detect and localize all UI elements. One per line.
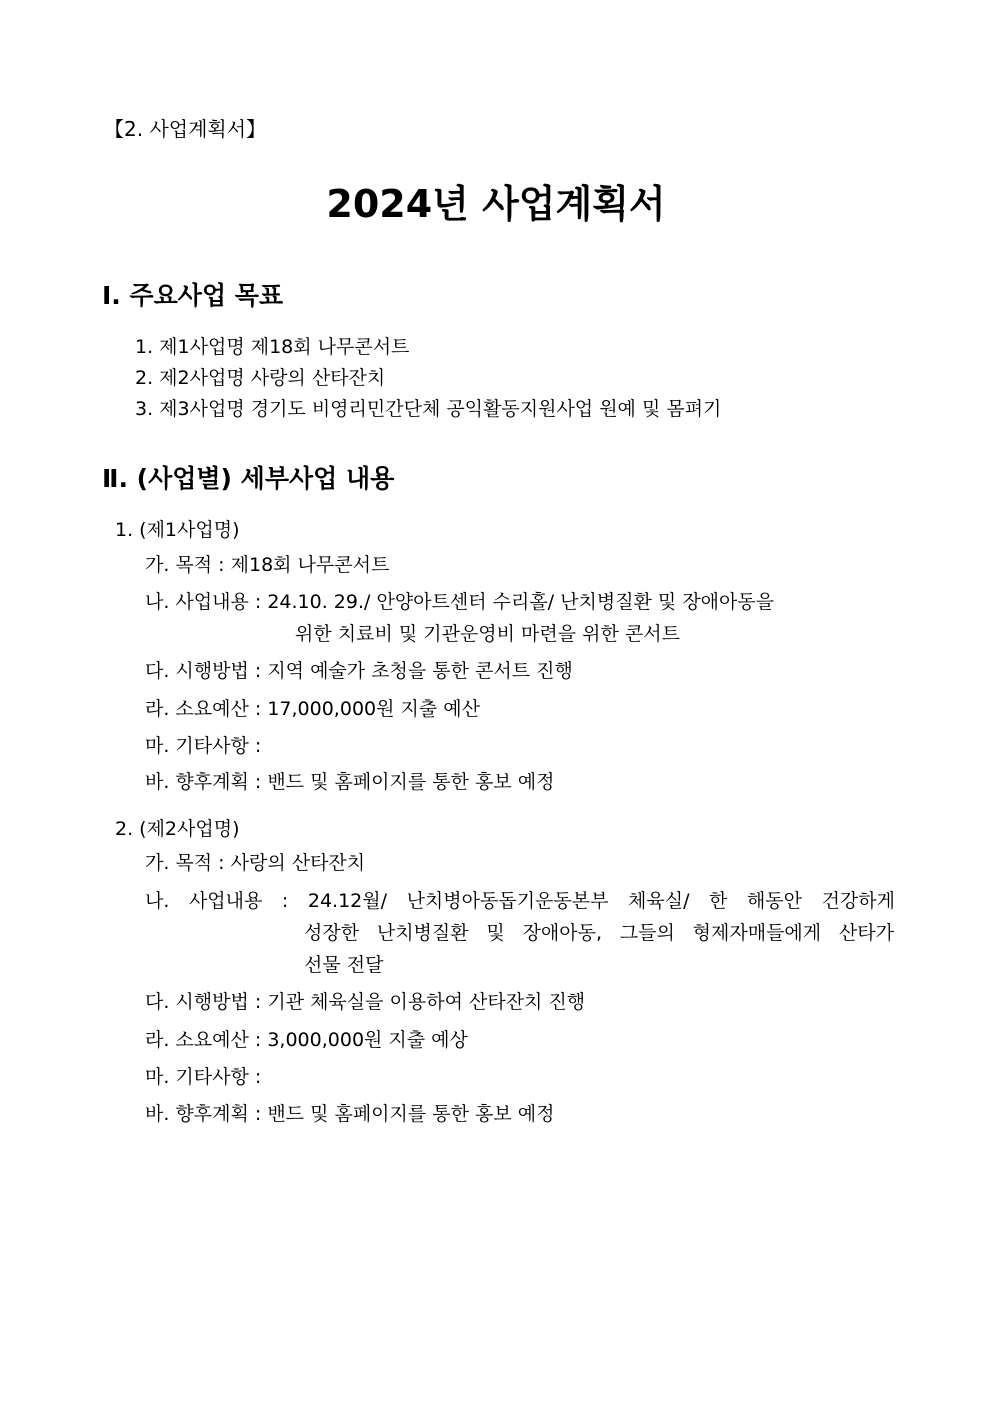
section-1-heading: Ⅰ. 주요사업 목표 xyxy=(102,281,284,310)
project-2-title: 2. (제2사업명) xyxy=(115,818,240,840)
goal-item-3: 3. 제3사업명 경기도 비영리민간단체 공익활동지원사업 원예 및 몸펴기 xyxy=(135,398,722,420)
page-title: 2024년 사업계획서 xyxy=(326,182,666,226)
project-2-content-line-3: 선물 전달 xyxy=(304,954,384,976)
project-1-etc: 마. 기타사항 : xyxy=(145,735,262,757)
project-2-content-line-2: 성장한 난치병질환 및 장애아동, 그들의 형제자매들에게 산타가 xyxy=(304,922,894,944)
project-1-purpose: 가. 목적 : 제18회 나무콘서트 xyxy=(145,554,390,576)
document-label: 【2. 사업계획서】 xyxy=(104,117,267,141)
project-2-purpose: 가. 목적 : 사랑의 산타잔치 xyxy=(145,852,366,874)
project-1-title: 1. (제1사업명) xyxy=(115,519,240,541)
project-1-plan: 바. 향후계획 : 밴드 및 홈페이지를 통한 홍보 예정 xyxy=(145,771,555,793)
project-2-method: 다. 시행방법 : 기관 체육실을 이용하여 산타잔치 진행 xyxy=(145,991,586,1013)
project-2-content-line-1: 나. 사업내용 : 24.12월/ 난치병아동돕기운동본부 체육실/ 한 해동안 건강하게 xyxy=(145,890,895,912)
project-1-content-line-1: 나. 사업내용 : 24.10. 29./ 안양아트센터 수리홀/ 난치병질환 및 장애아동을 xyxy=(145,591,775,613)
project-2-etc: 마. 기타사항 : xyxy=(145,1066,262,1088)
section-2-heading: Ⅱ. (사업별) 세부사업 내용 xyxy=(102,464,395,493)
goal-item-1: 1. 제1사업명 제18회 나무콘서트 xyxy=(135,336,410,358)
goal-item-2: 2. 제2사업명 사랑의 산타잔치 xyxy=(135,367,386,389)
project-1-budget: 라. 소요예산 : 17,000,000원 지출 예산 xyxy=(145,698,480,720)
project-1-method: 다. 시행방법 : 지역 예술가 초청을 통한 콘서트 진행 xyxy=(145,660,573,682)
project-2-plan: 바. 향후계획 : 밴드 및 홈페이지를 통한 홍보 예정 xyxy=(145,1103,555,1125)
project-2-budget: 라. 소요예산 : 3,000,000원 지출 예상 xyxy=(145,1029,468,1051)
project-1-content-line-2: 위한 치료비 및 기관운영비 마련을 위한 콘서트 xyxy=(295,623,680,645)
